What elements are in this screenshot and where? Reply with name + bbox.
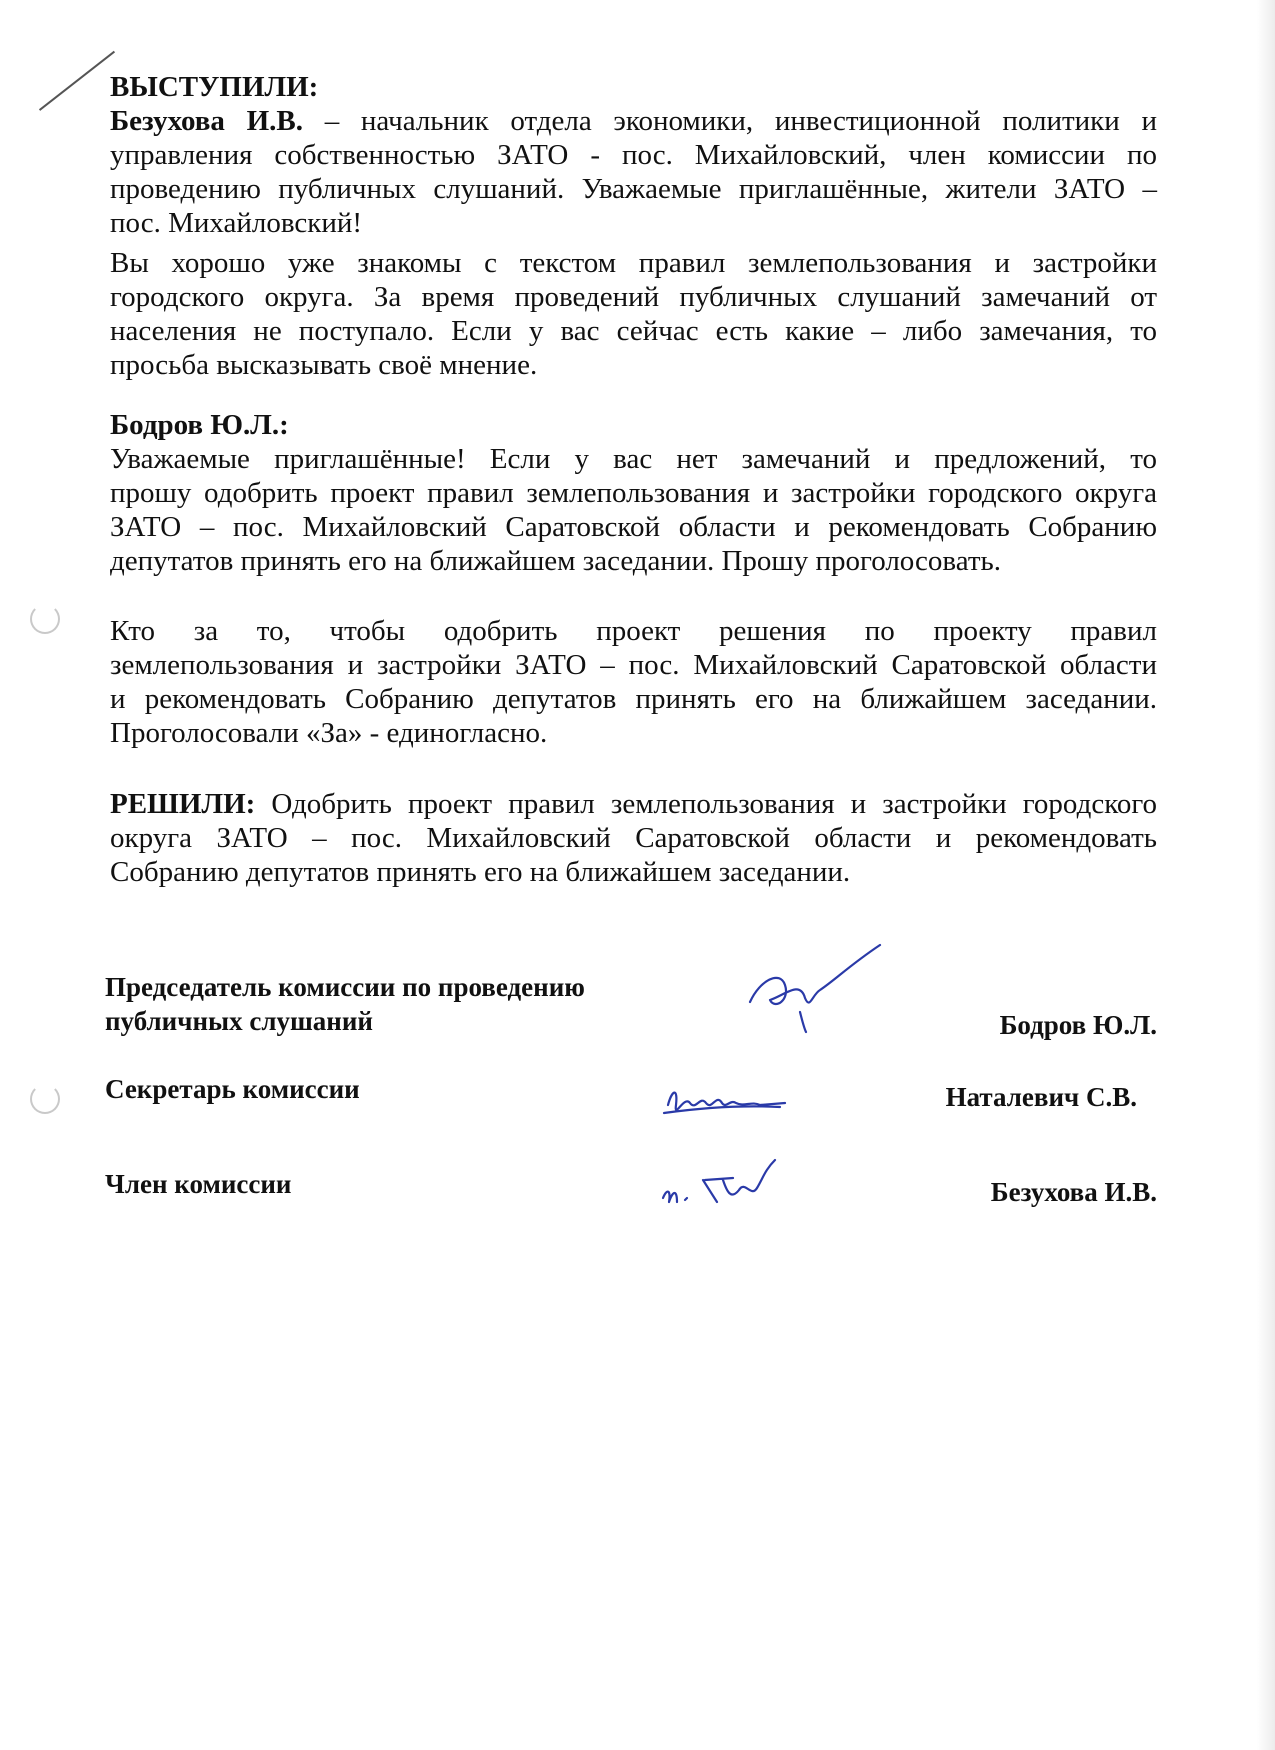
- speaker-name-2: Бодров Ю.Л.:: [110, 409, 289, 441]
- decision-line1-text: Одобрить проект правил землепользования и застройки городского: [255, 788, 1157, 820]
- secretary-handwritten-signature: [660, 1075, 790, 1130]
- vote-line1: Кто за то, чтобы одобрить проект решения по проекту правил: [110, 615, 1157, 647]
- speech-section-1: [110, 70, 1157, 382]
- folded-corner: [2, 4, 115, 111]
- chair-signature-row: [105, 970, 1157, 1038]
- speech1-line1: [110, 104, 1157, 138]
- speech1-line1-text: – начальник отдела экономики, инвестиционной политики и: [303, 105, 1157, 137]
- punch-hole-top: [30, 604, 60, 634]
- decision-section: [110, 787, 1157, 889]
- member-name: Безухова И.В.: [990, 1177, 1157, 1207]
- decision-line3: Собранию депутатов принять его на ближайшем заседании.: [110, 856, 851, 888]
- vote-line2: землепользования и застройки ЗАТО – пос. Михайловский Саратовской области: [110, 649, 1157, 681]
- chair-name: Бодров Ю.Л.: [999, 1010, 1157, 1040]
- chair-title-line2: публичных слушаний: [105, 1006, 373, 1036]
- punch-hole-bottom: [30, 1084, 60, 1114]
- speech2-line2: прошу одобрить проект правил землепользования и застройки городского округа: [110, 477, 1157, 509]
- page-edge-shadow: [1257, 0, 1275, 1750]
- member-title: Член комиссии: [105, 1169, 292, 1199]
- secretary-signature-row: [105, 1072, 1157, 1112]
- vote-line4: Проголосовали «За» - единогласно.: [110, 717, 548, 749]
- speech2-line1: Уважаемые приглашённые! Если у вас нет замечаний и предложений, то: [110, 443, 1157, 475]
- member-handwritten-signature: [655, 1150, 805, 1220]
- vote-section: [110, 614, 1157, 750]
- decision-line1: [110, 787, 1157, 821]
- secretary-name: Наталевич С.В.: [945, 1082, 1137, 1112]
- speech1-p2-line2: городского округа. За время проведений публичных слушаний замечаний от: [110, 281, 1157, 313]
- speech-section-2: [110, 408, 1157, 578]
- speech1-line3: проведению публичных слушаний. Уважаемые приглашённые, жители ЗАТО –: [110, 173, 1157, 205]
- chair-title-line1: Председатель комиссии по проведению: [105, 972, 585, 1002]
- speech1-p2-line4: просьба высказывать своё мнение.: [110, 349, 538, 381]
- speech2-line3: ЗАТО – пос. Михайловский Саратовской области и рекомендовать Собранию: [110, 511, 1157, 543]
- speech1-line4: пос. Михайловский!: [110, 207, 363, 239]
- chair-handwritten-signature: [740, 940, 890, 1035]
- speaker-name: Безухова И.В.: [110, 105, 304, 137]
- decision-line2: округа ЗАТО – пос. Михайловский Саратовской области и рекомендовать: [110, 822, 1157, 854]
- speech1-line2: управления собственностью ЗАТО - пос. Михайловский, член комиссии по: [110, 139, 1157, 171]
- speech2-line4: депутатов принять его на ближайшем заседании. Прошу проголосовать.: [110, 545, 1001, 577]
- speech1-p2-line3: населения не поступало. Если у вас сейчас есть какие – либо замечания, то: [110, 315, 1157, 347]
- vote-line3: и рекомендовать Собранию депутатов принять его на ближайшем заседании.: [110, 683, 1157, 715]
- secretary-title: Секретарь комиссии: [105, 1074, 360, 1104]
- speech1-p2-line1: Вы хорошо уже знакомы с текстом правил землепользования и застройки: [110, 247, 1157, 279]
- decision-label: РЕШИЛИ:: [110, 788, 256, 820]
- section-heading: ВЫСТУПИЛИ:: [110, 71, 319, 103]
- member-signature-row: [105, 1167, 1157, 1207]
